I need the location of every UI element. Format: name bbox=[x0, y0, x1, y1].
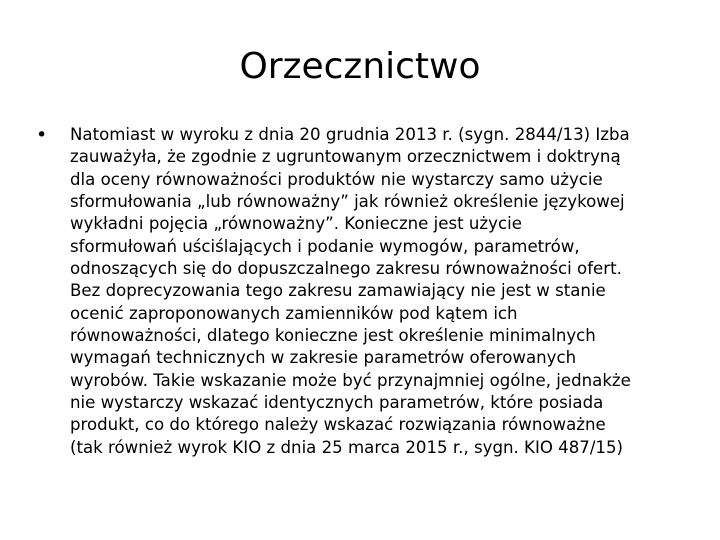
bullet-line-15: (tak również wyrok KIO z dnia 25 marca 2015 r., sygn. KIO 487/15) bbox=[70, 437, 624, 457]
slide-content bbox=[36, 124, 686, 459]
bullet-line-8: Bez doprecyzowania tego zakresu zamawiający nie jest w stanie bbox=[70, 281, 606, 301]
bullet-line-2: zauważyła, że zgodnie z ugruntowanym orzecznictwem i doktryną bbox=[70, 147, 621, 167]
bullet-icon: • bbox=[36, 124, 48, 146]
bullet-line-7: odnoszących się do dopuszczalnego zakresu równoważności ofert. bbox=[70, 259, 622, 279]
bullet-line-4: sformułowania „lub równoważny” jak również określenie językowej bbox=[70, 192, 625, 212]
bullet-line-13: nie wystarczy wskazać identycznych parametrów, które posiada bbox=[70, 393, 604, 413]
slide-title: Orzecznictwo bbox=[239, 46, 481, 87]
bullet-line-12: wyrobów. Takie wskazanie może być przynajmniej ogólne, jednakże bbox=[70, 370, 631, 390]
bullet-line-6: sformułowań uściślających i podanie wymogów, parametrów, bbox=[70, 236, 580, 256]
bullet-line-10: równoważności, dlatego konieczne jest określenie minimalnych bbox=[70, 326, 596, 346]
bullet-line-14: produkt, co do którego należy wskazać rozwiązania równoważne bbox=[70, 415, 606, 435]
bullet-item bbox=[36, 124, 686, 459]
bullet-line-1: Natomiast w wyroku z dnia 20 grudnia 2013 r. (sygn. 2844/13) Izba bbox=[70, 125, 630, 144]
bullet-line-9: ocenić zaproponowanych zamienników pod kątem ich bbox=[70, 303, 518, 323]
bullet-line-3: dla oceny równoważności produktów nie wystarczy samo użycie bbox=[70, 169, 603, 189]
bullet-line-5: wykładni pojęcia „równoważny”. Konieczne jest użycie bbox=[70, 214, 522, 234]
bullet-line-11: wymagań technicznych w zakresie parametrów oferowanych bbox=[70, 348, 577, 368]
bullet-text bbox=[70, 124, 686, 459]
